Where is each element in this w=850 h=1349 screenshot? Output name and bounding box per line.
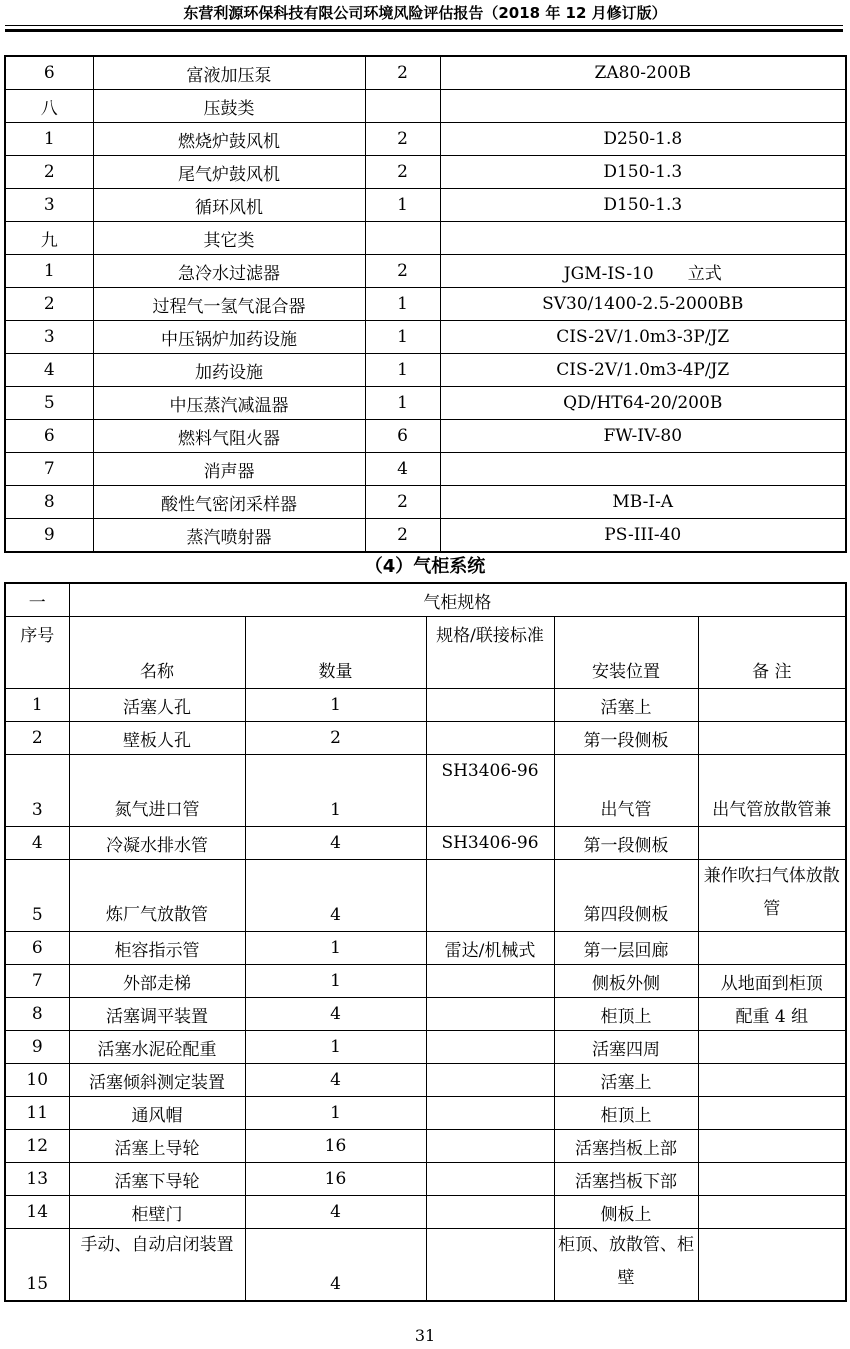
cell-remark xyxy=(698,1163,846,1196)
cell-name: 氮气进口管 xyxy=(69,755,245,827)
cell-remark: 配重 4 组 xyxy=(698,998,846,1031)
table-row xyxy=(5,56,846,90)
cell-seq: 5 xyxy=(5,860,69,932)
cell-location: 活塞上 xyxy=(554,689,698,722)
cell-name: 活塞水泥砼配重 xyxy=(69,1031,245,1064)
quantity: 1 xyxy=(365,288,440,321)
cell-name: 炼厂气放散管 xyxy=(69,860,245,932)
cell-spec xyxy=(426,1196,554,1229)
header-qty: 数量 xyxy=(245,617,426,689)
header-seq: 序号 xyxy=(5,617,69,689)
cell-spec xyxy=(426,998,554,1031)
table-row xyxy=(5,1064,846,1097)
cell-name: 活塞调平装置 xyxy=(69,998,245,1031)
cell-qty: 1 xyxy=(245,965,426,998)
cell-seq: 7 xyxy=(5,965,69,998)
row-number: 2 xyxy=(5,156,93,189)
table-row xyxy=(5,1229,846,1302)
table-row xyxy=(5,486,846,519)
cell-seq: 12 xyxy=(5,1130,69,1163)
group-row xyxy=(5,583,846,617)
cell-seq: 10 xyxy=(5,1064,69,1097)
cell-qty: 4 xyxy=(245,1196,426,1229)
table-row xyxy=(5,932,846,965)
model: D150-1.3 xyxy=(440,189,846,222)
quantity: 2 xyxy=(365,56,440,90)
table-row xyxy=(5,827,846,860)
model xyxy=(440,222,846,255)
table-row xyxy=(5,722,846,755)
cell-seq: 14 xyxy=(5,1196,69,1229)
cell-spec xyxy=(426,965,554,998)
cell-seq: 8 xyxy=(5,998,69,1031)
quantity: 6 xyxy=(365,420,440,453)
row-number: 7 xyxy=(5,453,93,486)
model: FW-IV-80 xyxy=(440,420,846,453)
cell-spec: SH3406-96 xyxy=(426,755,554,827)
equipment-name: 循环风机 xyxy=(93,189,365,222)
equipment-name: 尾气炉鼓风机 xyxy=(93,156,365,189)
cell-remark xyxy=(698,722,846,755)
cell-location: 第一层回廊 xyxy=(554,932,698,965)
model: MB-I-A xyxy=(440,486,846,519)
table-row xyxy=(5,519,846,553)
cell-name: 活塞上导轮 xyxy=(69,1130,245,1163)
header-row xyxy=(5,617,846,689)
row-number: 8 xyxy=(5,486,93,519)
row-number: 1 xyxy=(5,255,93,288)
equipment-name: 过程气一氢气混合器 xyxy=(93,288,365,321)
equipment-name: 消声器 xyxy=(93,453,365,486)
quantity xyxy=(365,90,440,123)
table-row xyxy=(5,288,846,321)
table-row xyxy=(5,90,846,123)
equipment-name: 燃烧炉鼓风机 xyxy=(93,123,365,156)
row-number: 5 xyxy=(5,387,93,420)
cell-spec xyxy=(426,860,554,932)
table-row xyxy=(5,998,846,1031)
equipment-name: 中压蒸汽减温器 xyxy=(93,387,365,420)
quantity: 2 xyxy=(365,519,440,553)
row-number: 6 xyxy=(5,420,93,453)
model: D150-1.3 xyxy=(440,156,846,189)
cell-seq: 3 xyxy=(5,755,69,827)
cell-qty: 1 xyxy=(245,689,426,722)
equipment-name: 其它类 xyxy=(93,222,365,255)
group-number: 一 xyxy=(5,583,69,617)
cell-spec xyxy=(426,1229,554,1302)
table-row xyxy=(5,222,846,255)
cell-remark xyxy=(698,1229,846,1302)
quantity: 4 xyxy=(365,453,440,486)
section-title: （4）气柜系统 xyxy=(364,556,486,577)
cell-location: 出气管 xyxy=(554,755,698,827)
row-number: 九 xyxy=(5,222,93,255)
quantity: 2 xyxy=(365,486,440,519)
quantity xyxy=(365,222,440,255)
cell-seq: 15 xyxy=(5,1229,69,1302)
cell-name: 通风帽 xyxy=(69,1097,245,1130)
table-row xyxy=(5,156,846,189)
cell-seq: 4 xyxy=(5,827,69,860)
cell-remark xyxy=(698,1097,846,1130)
page-header: 东营利源环保科技有限公司环境风险评估报告（2018 年 12 月修订版） xyxy=(183,4,667,22)
cell-location: 侧板上 xyxy=(554,1196,698,1229)
cell-qty: 4 xyxy=(245,860,426,932)
equipment-name: 加药设施 xyxy=(93,354,365,387)
table-row xyxy=(5,255,846,288)
table-row xyxy=(5,860,846,932)
quantity: 1 xyxy=(365,189,440,222)
model: JGM-IS-10 立式 xyxy=(440,255,846,288)
table-row xyxy=(5,354,846,387)
cell-spec xyxy=(426,1130,554,1163)
cell-name: 活塞人孔 xyxy=(69,689,245,722)
equipment-name: 中压锅炉加药设施 xyxy=(93,321,365,354)
cell-remark xyxy=(698,1064,846,1097)
cell-qty: 1 xyxy=(245,1097,426,1130)
cell-qty: 1 xyxy=(245,1031,426,1064)
table-row xyxy=(5,1196,846,1229)
table-row xyxy=(5,689,846,722)
cell-location: 活塞挡板上部 xyxy=(554,1130,698,1163)
cell-spec xyxy=(426,1031,554,1064)
row-number: 9 xyxy=(5,519,93,553)
cell-remark xyxy=(698,932,846,965)
cell-remark xyxy=(698,689,846,722)
cell-seq: 1 xyxy=(5,689,69,722)
cell-remark xyxy=(698,1130,846,1163)
row-number: 2 xyxy=(5,288,93,321)
cell-location: 柜顶上 xyxy=(554,998,698,1031)
equipment-name: 富液加压泵 xyxy=(93,56,365,90)
cell-spec xyxy=(426,722,554,755)
model: QD/HT64-20/200B xyxy=(440,387,846,420)
cell-name: 柜容指示管 xyxy=(69,932,245,965)
cell-spec xyxy=(426,1064,554,1097)
cell-qty: 1 xyxy=(245,755,426,827)
cell-remark xyxy=(698,1031,846,1064)
quantity: 1 xyxy=(365,387,440,420)
table-row xyxy=(5,420,846,453)
header-remark: 备 注 xyxy=(698,617,846,689)
equipment-name: 燃料气阻火器 xyxy=(93,420,365,453)
table-row xyxy=(5,1163,846,1196)
cell-location: 侧板外侧 xyxy=(554,965,698,998)
equipment-table xyxy=(4,55,847,553)
cell-qty: 2 xyxy=(245,722,426,755)
model xyxy=(440,90,846,123)
equipment-name: 蒸汽喷射器 xyxy=(93,519,365,553)
cell-name: 柜壁门 xyxy=(69,1196,245,1229)
table-row xyxy=(5,755,846,827)
model: PS-III-40 xyxy=(440,519,846,553)
row-number: 3 xyxy=(5,189,93,222)
row-number: 1 xyxy=(5,123,93,156)
cell-name: 活塞倾斜测定装置 xyxy=(69,1064,245,1097)
cell-location: 第四段侧板 xyxy=(554,860,698,932)
cell-spec: SH3406-96 xyxy=(426,827,554,860)
cell-spec: 雷达/机械式 xyxy=(426,932,554,965)
cell-spec xyxy=(426,1097,554,1130)
cell-location: 第一段侧板 xyxy=(554,722,698,755)
quantity: 2 xyxy=(365,123,440,156)
cell-qty: 4 xyxy=(245,1064,426,1097)
cell-seq: 2 xyxy=(5,722,69,755)
model: CIS-2V/1.0m3-4P/JZ xyxy=(440,354,846,387)
cell-remark xyxy=(698,827,846,860)
model: SV30/1400-2.5-2000BB xyxy=(440,288,846,321)
row-number: 4 xyxy=(5,354,93,387)
quantity: 2 xyxy=(365,156,440,189)
cell-seq: 6 xyxy=(5,932,69,965)
model: ZA80-200B xyxy=(440,56,846,90)
cell-remark: 出气管放散管兼 xyxy=(698,755,846,827)
cell-remark: 从地面到柜顶 xyxy=(698,965,846,998)
cell-qty: 1 xyxy=(245,932,426,965)
model xyxy=(440,453,846,486)
table-row xyxy=(5,1031,846,1064)
cell-qty: 4 xyxy=(245,998,426,1031)
cell-location: 第一段侧板 xyxy=(554,827,698,860)
cell-qty: 16 xyxy=(245,1163,426,1196)
table-row xyxy=(5,1097,846,1130)
cell-spec xyxy=(426,1163,554,1196)
cell-remark: 兼作吹扫气体放散管 xyxy=(698,860,846,932)
model: D250-1.8 xyxy=(440,123,846,156)
quantity: 1 xyxy=(365,354,440,387)
table-row xyxy=(5,965,846,998)
gas-holder-table xyxy=(4,582,847,1302)
header-spec: 规格/联接标准 xyxy=(426,617,554,689)
model: CIS-2V/1.0m3-3P/JZ xyxy=(440,321,846,354)
row-number: 八 xyxy=(5,90,93,123)
table-row xyxy=(5,1130,846,1163)
cell-seq: 13 xyxy=(5,1163,69,1196)
quantity: 2 xyxy=(365,255,440,288)
quantity: 1 xyxy=(365,321,440,354)
cell-seq: 11 xyxy=(5,1097,69,1130)
cell-spec xyxy=(426,689,554,722)
equipment-name: 急冷水过滤器 xyxy=(93,255,365,288)
cell-qty: 4 xyxy=(245,1229,426,1302)
equipment-name: 压鼓类 xyxy=(93,90,365,123)
table-row xyxy=(5,123,846,156)
cell-location: 柜顶上 xyxy=(554,1097,698,1130)
cell-location: 活塞四周 xyxy=(554,1031,698,1064)
cell-location: 活塞挡板下部 xyxy=(554,1163,698,1196)
header-location: 安装位置 xyxy=(554,617,698,689)
row-number: 6 xyxy=(5,56,93,90)
cell-name: 手动、自动启闭装置 xyxy=(69,1229,245,1302)
header-name: 名称 xyxy=(69,617,245,689)
cell-location: 活塞上 xyxy=(554,1064,698,1097)
row-number: 3 xyxy=(5,321,93,354)
group-title: 气柜规格 xyxy=(69,583,846,617)
header-rule xyxy=(5,25,843,26)
table-row xyxy=(5,453,846,486)
cell-qty: 16 xyxy=(245,1130,426,1163)
header-rule-thick xyxy=(5,29,843,32)
cell-qty: 4 xyxy=(245,827,426,860)
equipment-name: 酸性气密闭采样器 xyxy=(93,486,365,519)
cell-name: 冷凝水排水管 xyxy=(69,827,245,860)
cell-name: 外部走梯 xyxy=(69,965,245,998)
cell-remark xyxy=(698,1196,846,1229)
table-row xyxy=(5,387,846,420)
cell-seq: 9 xyxy=(5,1031,69,1064)
page-number: 31 xyxy=(414,1326,436,1345)
cell-location: 柜顶、放散管、柜壁 xyxy=(554,1229,698,1302)
cell-name: 壁板人孔 xyxy=(69,722,245,755)
table-row xyxy=(5,321,846,354)
cell-name: 活塞下导轮 xyxy=(69,1163,245,1196)
table-row xyxy=(5,189,846,222)
